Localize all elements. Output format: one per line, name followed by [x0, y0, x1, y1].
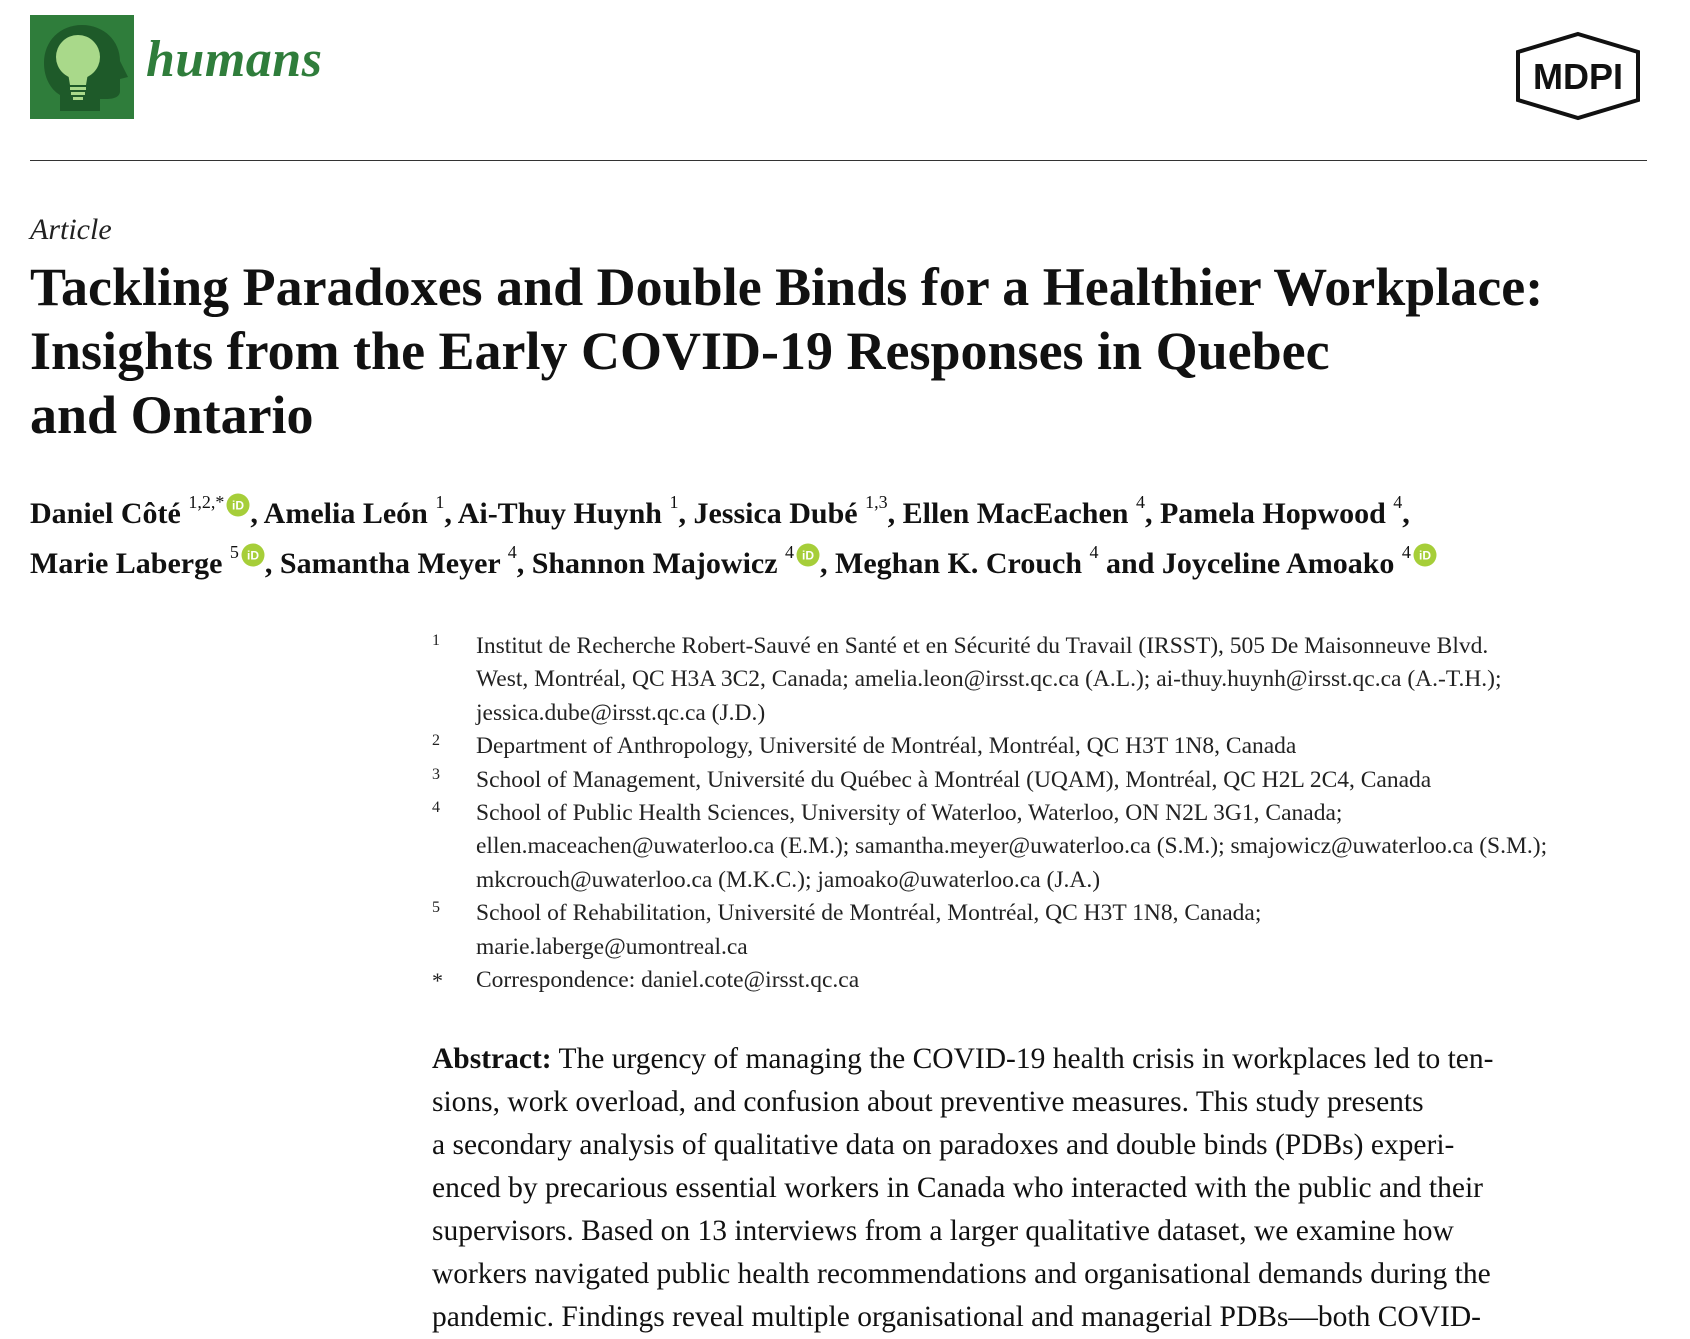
- author-separator: ,: [444, 497, 458, 530]
- author-separator: ,: [820, 547, 836, 580]
- author-line-1: [30, 485, 1670, 535]
- affiliation-line: Department of Anthropology, Université de Montréal, Montréal, QC H3T 1N8, Canada: [476, 733, 1297, 760]
- author-affiliation-sup: 4: [1135, 492, 1145, 512]
- affiliation-marker: 3: [432, 765, 440, 783]
- author-name[interactable]: Pamela Hopwood: [1159, 497, 1386, 530]
- title-line: and Ontario: [30, 385, 314, 445]
- affiliation-marker: *: [432, 968, 443, 994]
- author-affiliation-sup: 4: [507, 542, 517, 562]
- publisher-name: MDPI: [1533, 56, 1623, 97]
- abstract: [432, 1038, 1652, 1339]
- affiliation-line: marie.laberge@umontreal.ca: [476, 933, 748, 960]
- author-name[interactable]: Amelia León: [263, 497, 428, 530]
- affiliation-item: [432, 797, 1672, 897]
- author-name[interactable]: Shannon Majowicz: [531, 547, 778, 580]
- affiliation-line: mkcrouch@uwaterloo.ca (M.K.C.); jamoako@uwaterloo.ca (J.A.): [476, 866, 1101, 893]
- author-affiliation-sup: 1,3: [865, 492, 888, 512]
- abstract-line: Abstract: The urgency of managing the COVID-19 health crisis in workplaces led to ten-: [432, 1043, 1494, 1075]
- affiliation-marker: 5: [432, 899, 440, 917]
- header-divider: [30, 160, 1647, 161]
- author-name[interactable]: Joyceline Amoako: [1161, 547, 1395, 580]
- author-name[interactable]: Samantha Meyer: [279, 547, 501, 580]
- author-name[interactable]: Meghan K. Crouch: [835, 547, 1083, 580]
- author-separator: ,: [678, 497, 694, 530]
- abstract-line: supervisors. Based on 13 interviews from a larger qualitative dataset, we examine how: [432, 1215, 1454, 1247]
- affiliation-marker: 4: [432, 799, 440, 817]
- affiliation-marker: 1: [432, 632, 440, 649]
- author-separator: ,: [516, 547, 532, 580]
- affiliation-item: [432, 897, 1672, 964]
- svg-text:iD: iD: [1418, 548, 1431, 563]
- affiliation-item: [432, 730, 1672, 763]
- author-affiliation-sup: 4: [1401, 542, 1411, 562]
- author-separator: ,: [887, 497, 903, 530]
- orcid-icon[interactable]: [241, 543, 265, 567]
- article-type: Article: [30, 213, 112, 246]
- author-affiliation-sup: 1: [435, 492, 445, 512]
- title-line: Tackling Paradoxes and Double Binds for a Healthier Workplace:: [30, 257, 1544, 317]
- affiliation-item: [432, 630, 1672, 730]
- abstract-line: workers navigated public health recommendations and organisational demands during the: [432, 1258, 1491, 1290]
- affiliation-line: School of Management, Université du Québec à Montréal (UQAM), Montréal, QC H2L 2C4, Canada: [476, 766, 1432, 793]
- author-name[interactable]: Daniel Côté: [30, 497, 181, 530]
- author-line-2: [30, 535, 1670, 585]
- author-name[interactable]: Ai-Thuy Huynh: [457, 497, 662, 530]
- affiliation-item: [432, 964, 1672, 997]
- svg-text:iD: iD: [246, 548, 259, 563]
- author-affiliation-sup: 4: [1393, 492, 1403, 512]
- orcid-icon[interactable]: [226, 493, 250, 517]
- affiliation-marker: 2: [432, 732, 440, 750]
- affiliations: [432, 630, 1672, 997]
- affiliation-line: Correspondence: daniel.cote@irsst.qc.ca: [476, 967, 860, 994]
- author-affiliation-sup: 1: [669, 492, 679, 512]
- author-name[interactable]: Jessica Dubé: [693, 497, 858, 530]
- affiliation-line: ellen.maceachen@uwaterloo.ca (E.M.); samantha.meyer@uwaterloo.ca (S.M.); smajowicz@uwaterloo.ca (S.M.);: [476, 833, 1548, 860]
- affiliation-line: West, Montréal, QC H3A 3C2, Canada; amelia.leon@irsst.qc.ca (A.L.); ai-thuy.huynh@irsst.qc.ca (A.-T.H.);: [476, 666, 1502, 693]
- author-name[interactable]: Marie Laberge: [30, 547, 223, 580]
- author-affiliation-sup: 5: [229, 542, 239, 562]
- author-affiliation-sup: 4: [785, 542, 795, 562]
- journal-name[interactable]: humans: [146, 31, 323, 88]
- abstract-line: pandemic. Findings reveal multiple organisational and managerial PDBs—both COVID-: [432, 1301, 1481, 1333]
- abstract-line: a secondary analysis of qualitative data on paradoxes and double binds (PDBs) experi-: [432, 1129, 1455, 1161]
- svg-text:iD: iD: [232, 498, 245, 513]
- orcid-icon[interactable]: [1413, 543, 1437, 567]
- author-separator: ,: [1144, 497, 1160, 530]
- author-list: [30, 485, 1670, 585]
- abstract-label: Abstract:: [432, 1043, 552, 1075]
- svg-text:iD: iD: [802, 548, 815, 563]
- affiliation-line: Institut de Recherche Robert-Sauvé en Santé et en Sécurité du Travail (IRSST), 505 De Maisonneuve Blvd.: [476, 633, 1489, 659]
- author-affiliation-sup: 4: [1089, 542, 1099, 562]
- abstract-line: enced by precarious essential workers in Canada who interacted with the public and their: [432, 1172, 1483, 1204]
- paper-title: [30, 255, 1670, 447]
- affiliation-line: School of Public Health Sciences, University of Waterloo, Waterloo, ON N2L 3G1, Canada;: [476, 800, 1343, 827]
- journal-logo[interactable]: [30, 15, 134, 119]
- title-line: Insights from the Early COVID-19 Responses in Quebec: [30, 321, 1330, 381]
- lightbulb-head-icon: [30, 15, 134, 119]
- affiliation-line: School of Rehabilitation, Université de Montréal, Montréal, QC H3T 1N8, Canada;: [476, 900, 1262, 927]
- author-separator: ,: [250, 497, 264, 530]
- abstract-line: sions, work overload, and confusion about preventive measures. This study presents: [432, 1086, 1424, 1118]
- mdpi-logo[interactable]: [1512, 30, 1644, 122]
- affiliation-item: [432, 764, 1672, 797]
- author-affiliation-sup: 1,2,*: [188, 492, 225, 512]
- author-separator: ,: [1402, 497, 1410, 530]
- orcid-icon[interactable]: [796, 543, 820, 567]
- author-separator: ,: [264, 547, 280, 580]
- author-name[interactable]: Ellen MacEachen: [902, 497, 1129, 530]
- author-separator: and: [1098, 547, 1162, 580]
- affiliation-line: jessica.dube@irsst.qc.ca (J.D.): [476, 699, 766, 726]
